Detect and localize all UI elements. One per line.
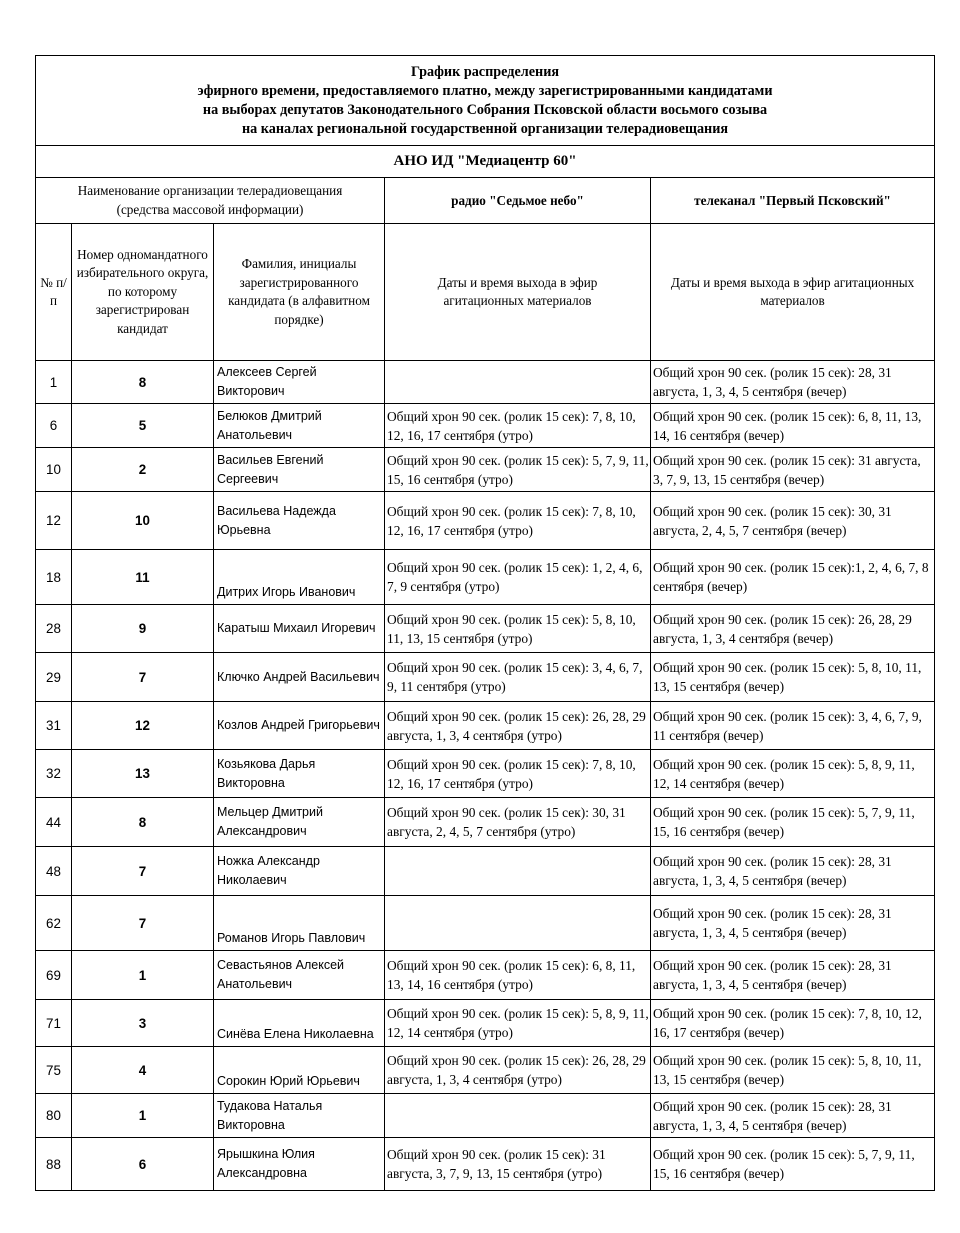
- row-num: 80: [36, 1094, 72, 1138]
- row-radio-schedule: [385, 1094, 651, 1138]
- row-radio-schedule: Общий хрон 90 сек. (ролик 15 сек): 5, 7, 9, 11, 15, 16 сентября (утро): [385, 448, 651, 492]
- table-row: [36, 1000, 935, 1047]
- row-tv-schedule: Общий хрон 90 сек. (ролик 15 сек): 3, 4, 6, 7, 9, 11 сентября (вечер): [651, 702, 935, 750]
- row-candidate-name: Мельцер Дмитрий Александрович: [214, 798, 385, 847]
- col-header-tv-dates: Даты и время выхода в эфир агитационных материалов: [651, 224, 935, 361]
- title-line-3: на выборах депутатов Законодательного Собрания Псковской области восьмого созыва: [202, 101, 768, 118]
- row-candidate-name: Романов Игорь Павлович: [214, 896, 385, 951]
- row-candidate-name: Севастьянов Алексей Анатольевич: [214, 951, 385, 1000]
- radio-channel-header: радио "Седьмое небо": [385, 178, 651, 224]
- row-radio-schedule: Общий хрон 90 сек. (ролик 15 сек): 7, 8, 10, 12, 16, 17 сентября (утро): [385, 750, 651, 798]
- row-tv-schedule: Общий хрон 90 сек. (ролик 15 сек): 30, 31 августа, 2, 4, 5, 7 сентября (вечер): [651, 492, 935, 550]
- row-district: 10: [72, 492, 214, 550]
- table-row: [36, 896, 935, 951]
- row-num: 31: [36, 702, 72, 750]
- table-row: [36, 653, 935, 702]
- table-row: [36, 404, 935, 448]
- table-row: [36, 1094, 935, 1138]
- row-district: 8: [72, 361, 214, 404]
- row-num: 69: [36, 951, 72, 1000]
- row-tv-schedule: Общий хрон 90 сек. (ролик 15 сек): 7, 8, 10, 12, 16, 17 сентября (вечер): [651, 1000, 935, 1047]
- row-num: 18: [36, 550, 72, 605]
- col-header-district: Номер одномандатного избирательного округа, по которому зарегистрирован кандидат: [72, 224, 214, 361]
- row-candidate-name: Васильев Евгений Сергеевич: [214, 448, 385, 492]
- row-tv-schedule: Общий хрон 90 сек. (ролик 15 сек): 5, 8, 10, 11, 13, 15 сентября (вечер): [651, 1047, 935, 1094]
- row-district: 2: [72, 448, 214, 492]
- row-tv-schedule: Общий хрон 90 сек. (ролик 15 сек): 5, 8, 10, 11, 13, 15 сентября (вечер): [651, 653, 935, 702]
- organization-name: АНО ИД "Медиацентр 60": [36, 146, 935, 178]
- row-radio-schedule: [385, 847, 651, 896]
- row-radio-schedule: Общий хрон 90 сек. (ролик 15 сек): 31 августа, 3, 7, 9, 13, 15 сентября (утро): [385, 1138, 651, 1191]
- row-num: 1: [36, 361, 72, 404]
- row-num: 62: [36, 896, 72, 951]
- row-district: 8: [72, 798, 214, 847]
- row-candidate-name: Ножка Александр Николаевич: [214, 847, 385, 896]
- table-row: [36, 550, 935, 605]
- row-radio-schedule: Общий хрон 90 сек. (ролик 15 сек): 30, 31 августа, 2, 4, 5, 7 сентября (утро): [385, 798, 651, 847]
- row-tv-schedule: Общий хрон 90 сек. (ролик 15 сек): 5, 7, 9, 11, 15, 16 сентября (вечер): [651, 798, 935, 847]
- row-radio-schedule: Общий хрон 90 сек. (ролик 15 сек): 6, 8, 11, 13, 14, 16 сентября (утро): [385, 951, 651, 1000]
- row-district: 9: [72, 605, 214, 653]
- row-candidate-name: Дитрих Игорь Иванович: [214, 550, 385, 605]
- row-district: 13: [72, 750, 214, 798]
- row-radio-schedule: Общий хрон 90 сек. (ролик 15 сек): 26, 28, 29 августа, 1, 3, 4 сентября (утро): [385, 702, 651, 750]
- table-row: [36, 750, 935, 798]
- row-num: 44: [36, 798, 72, 847]
- row-candidate-name: Каратыш Михаил Игоревич: [214, 605, 385, 653]
- row-candidate-name: Васильева Надежда Юрьевна: [214, 492, 385, 550]
- row-candidate-name: Синёва Елена Николаевна: [214, 1000, 385, 1047]
- table-row: [36, 605, 935, 653]
- table-row: [36, 492, 935, 550]
- row-tv-schedule: Общий хрон 90 сек. (ролик 15 сек): 6, 8, 11, 13, 14, 16 сентября (вечер): [651, 404, 935, 448]
- row-tv-schedule: Общий хрон 90 сек. (ролик 15 сек): 28, 31 августа, 1, 3, 4, 5 сентября (вечер): [651, 896, 935, 951]
- row-candidate-name: Козлов Андрей Григорьевич: [214, 702, 385, 750]
- table-row: [36, 798, 935, 847]
- row-num: 10: [36, 448, 72, 492]
- row-district: 11: [72, 550, 214, 605]
- row-candidate-name: Алексеев Сергей Викторович: [214, 361, 385, 404]
- broadcast-schedule-document: [35, 55, 934, 1191]
- row-candidate-name: Белюков Дмитрий Анатольевич: [214, 404, 385, 448]
- document-title: [36, 56, 935, 146]
- row-num: 12: [36, 492, 72, 550]
- row-tv-schedule: Общий хрон 90 сек. (ролик 15 сек): 26, 28, 29 августа, 1, 3, 4 сентября (вечер): [651, 605, 935, 653]
- title-line-4: на каналах региональной государственной организации телерадиовещания: [241, 120, 729, 137]
- title-line-1: График распределения: [411, 63, 560, 80]
- row-tv-schedule: Общий хрон 90 сек. (ролик 15 сек): 28, 31 августа, 1, 3, 4, 5 сентября (вечер): [651, 951, 935, 1000]
- row-radio-schedule: Общий хрон 90 сек. (ролик 15 сек): 7, 8, 10, 12, 16, 17 сентября (утро): [385, 404, 651, 448]
- row-district: 6: [72, 1138, 214, 1191]
- row-district: 5: [72, 404, 214, 448]
- row-district: 4: [72, 1047, 214, 1094]
- row-num: 71: [36, 1000, 72, 1047]
- table-row: [36, 702, 935, 750]
- schedule-table: [35, 55, 935, 1191]
- tv-channel-header: телеканал "Первый Псковский": [651, 178, 935, 224]
- row-district: 7: [72, 896, 214, 951]
- row-num: 28: [36, 605, 72, 653]
- table-row: [36, 1138, 935, 1191]
- media-org-header: Наименование организации телерадиовещания (средства массовой информации): [36, 178, 385, 224]
- row-candidate-name: Ярышкина Юлия Александровна: [214, 1138, 385, 1191]
- row-num: 6: [36, 404, 72, 448]
- row-radio-schedule: Общий хрон 90 сек. (ролик 15 сек): 26, 28, 29 августа, 1, 3, 4 сентября (утро): [385, 1047, 651, 1094]
- row-radio-schedule: Общий хрон 90 сек. (ролик 15 сек): 1, 2, 4, 6, 7, 9 сентября (утро): [385, 550, 651, 605]
- table-row: [36, 448, 935, 492]
- row-radio-schedule: Общий хрон 90 сек. (ролик 15 сек): 5, 8, 10, 11, 13, 15 сентября (утро): [385, 605, 651, 653]
- row-district: 7: [72, 847, 214, 896]
- row-district: 7: [72, 653, 214, 702]
- row-candidate-name: Козьякова Дарья Викторовна: [214, 750, 385, 798]
- row-district: 12: [72, 702, 214, 750]
- row-candidate-name: Тудакова Наталья Викторовна: [214, 1094, 385, 1138]
- col-header-name: Фамилия, инициалы зарегистрированного кандидата (в алфавитном порядке): [214, 224, 385, 361]
- table-row: [36, 1047, 935, 1094]
- row-radio-schedule: Общий хрон 90 сек. (ролик 15 сек): 3, 4, 6, 7, 9, 11 сентября (утро): [385, 653, 651, 702]
- row-radio-schedule: [385, 361, 651, 404]
- title-line-2: эфирного времени, предоставляемого платно, между зарегистрированными кандидатами: [197, 82, 773, 99]
- row-tv-schedule: Общий хрон 90 сек. (ролик 15 сек): 28, 31 августа, 1, 3, 4, 5 сентября (вечер): [651, 847, 935, 896]
- row-radio-schedule: Общий хрон 90 сек. (ролик 15 сек): 5, 8, 9, 11, 12, 14 сентября (утро): [385, 1000, 651, 1047]
- row-tv-schedule: Общий хрон 90 сек. (ролик 15 сек): 28, 31 августа, 1, 3, 4, 5 сентября (вечер): [651, 361, 935, 404]
- row-candidate-name: Сорокин Юрий Юрьевич: [214, 1047, 385, 1094]
- row-tv-schedule: Общий хрон 90 сек. (ролик 15 сек):1, 2, 4, 6, 7, 8 сентября (вечер): [651, 550, 935, 605]
- row-num: 75: [36, 1047, 72, 1094]
- row-num: 29: [36, 653, 72, 702]
- table-row: [36, 361, 935, 404]
- table-row: [36, 847, 935, 896]
- row-district: 3: [72, 1000, 214, 1047]
- row-tv-schedule: Общий хрон 90 сек. (ролик 15 сек): 5, 8, 9, 11, 12, 14 сентября (вечер): [651, 750, 935, 798]
- row-tv-schedule: Общий хрон 90 сек. (ролик 15 сек): 31 августа, 3, 7, 9, 13, 15 сентября (вечер): [651, 448, 935, 492]
- col-header-radio-dates: Даты и время выхода в эфир агитационных материалов: [385, 224, 651, 361]
- row-tv-schedule: Общий хрон 90 сек. (ролик 15 сек): 28, 31 августа, 1, 3, 4, 5 сентября (вечер): [651, 1094, 935, 1138]
- row-num: 88: [36, 1138, 72, 1191]
- row-radio-schedule: Общий хрон 90 сек. (ролик 15 сек): 7, 8, 10, 12, 16, 17 сентября (утро): [385, 492, 651, 550]
- row-candidate-name: Ключко Андрей Васильевич: [214, 653, 385, 702]
- row-district: 1: [72, 951, 214, 1000]
- row-num: 32: [36, 750, 72, 798]
- row-tv-schedule: Общий хрон 90 сек. (ролик 15 сек): 5, 7, 9, 11, 15, 16 сентября (вечер): [651, 1138, 935, 1191]
- row-num: 48: [36, 847, 72, 896]
- row-district: 1: [72, 1094, 214, 1138]
- row-radio-schedule: [385, 896, 651, 951]
- table-row: [36, 951, 935, 1000]
- col-header-num: № п/п: [36, 224, 72, 361]
